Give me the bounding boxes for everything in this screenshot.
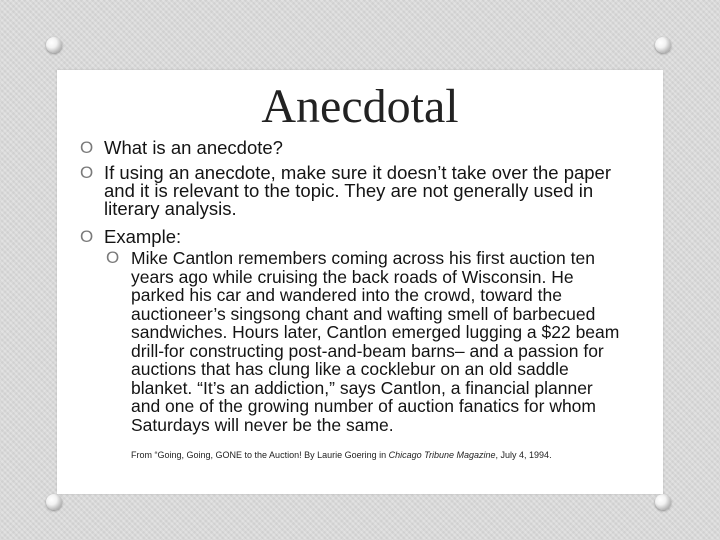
bullet-text: If using an anecdote, make sure it doesn’t take over the paper and it is relevant to the topic. They are not generally used in literary analysis.: [104, 162, 612, 219]
citation-source: Chicago Tribune Magazine: [388, 450, 496, 460]
bullet-item: [80, 226, 624, 247]
pin-icon-top-right: [655, 37, 671, 53]
citation-suffix: , July 4, 1994.: [495, 450, 552, 460]
bullet-marker: O: [80, 138, 94, 157]
bullet-marker: O: [80, 163, 94, 182]
example-text: Mike Cantlon remembers coming across his first auction ten years ago while cruising the back roads of Wisconsin. He parked his car and wandered into the crowd, toward the auctioneer’s singsong chant and wafting smell of barbecued sandwiches. Hours later, Cantlon emerged lugging a $22 beam drill-for constructing post-and-beam barns– and a passion for auctions that has clung like a cocklebur on an old saddle blanket. “It’s an addiction,” says Cantlon, a financial planner and one of the growing number of auction fanatics for whom Saturdays will never be the same.: [131, 248, 620, 435]
bullet-item: [80, 162, 624, 219]
bullet-text: Example:: [104, 226, 182, 247]
bullet-marker: O: [80, 227, 94, 246]
pin-icon-bottom-right: [655, 494, 671, 510]
bullet-item: [80, 137, 624, 158]
bullet-text: What is an anecdote?: [104, 137, 283, 158]
citation-prefix: From “Going, Going, GONE to the Auction! By Laurie Goering in: [131, 450, 389, 460]
pin-icon-top-left: [46, 37, 62, 53]
sub-bullet-example: [106, 248, 626, 435]
pin-icon-bottom-left: [46, 494, 62, 510]
citation: [131, 450, 631, 460]
slide-title: Anecdotal: [261, 80, 459, 133]
bullet-marker: O: [106, 248, 120, 267]
